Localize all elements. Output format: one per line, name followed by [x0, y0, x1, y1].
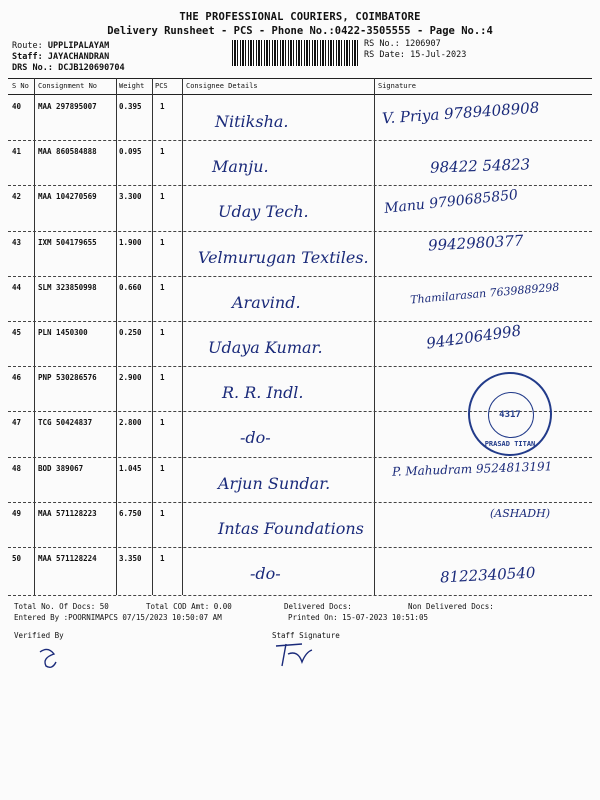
total-docs: Total No. Of Docs: 50 — [14, 602, 109, 611]
row-consignee: Velmurugan Textiles. — [198, 248, 369, 267]
row-pcs: 1 — [160, 554, 165, 563]
row-pcs: 1 — [160, 102, 165, 111]
table-top-border — [8, 78, 592, 79]
row-pcs: 1 — [160, 147, 165, 156]
row-weight: 2.800 — [119, 418, 142, 427]
company-title: THE PROFESSIONAL COURIERS, COIMBATORE — [179, 11, 421, 23]
row-sno: 48 — [12, 464, 22, 473]
row-signature: Thamilarasan 7639889298 — [409, 280, 560, 307]
rs-no-field: RS No.: 1206907 — [364, 39, 441, 49]
row-weight: 0.660 — [119, 283, 142, 292]
col-header-consignee: Consignee Details — [186, 82, 258, 90]
row-sno: 47 — [12, 418, 22, 427]
row-weight: 6.750 — [119, 509, 142, 518]
row-signature: 9442064998 — [425, 321, 523, 353]
staff-signature-mark — [272, 640, 316, 670]
staff-field: Staff: JAYACHANDRAN — [12, 52, 110, 62]
row-sno: 44 — [12, 283, 22, 292]
row-pcs: 1 — [160, 509, 165, 518]
row-pcs: 1 — [160, 192, 165, 201]
row-signature: Manu 9790685850 — [383, 187, 519, 217]
row-weight: 1.045 — [119, 464, 142, 473]
col-header-weight: Weight — [119, 82, 145, 90]
row-signature: 9942980377 — [427, 231, 524, 255]
row-divider — [8, 457, 592, 458]
verified-by-label: Verified By — [14, 631, 64, 640]
row-divider — [8, 185, 592, 186]
row-consignment-no: MAA 571128223 — [38, 509, 97, 518]
row-sno: 41 — [12, 147, 22, 156]
col-header-pcs: PCS — [155, 82, 168, 90]
row-consignment-no: TCG 50424837 — [38, 418, 93, 427]
row-divider — [8, 547, 592, 548]
row-consignment-no: PLN 1450300 — [38, 328, 88, 337]
row-sno: 46 — [12, 373, 22, 382]
runsheet-subtitle: Delivery Runsheet - PCS - Phone No.:0422-3505555 - Page No.:4 — [107, 25, 493, 37]
col-header-signature: Signature — [378, 82, 416, 90]
row-consignment-no: MAA 571128224 — [38, 554, 97, 563]
route-field: Route: UPPLIPALAYAM — [12, 41, 110, 51]
row-signature: V. Priya 9789408908 — [381, 98, 540, 128]
col-header-sno: S No — [12, 82, 29, 90]
row-consignee: Uday Tech. — [218, 202, 309, 221]
row-consignee: -do- — [250, 564, 281, 583]
row-consignee: R. R. Indl. — [222, 383, 304, 402]
row-divider — [8, 140, 592, 141]
row-consignee: Intas Foundations — [218, 519, 364, 538]
rs-date-field: RS Date: 15-Jul-2023 — [364, 50, 467, 60]
row-consignee: Manju. — [212, 157, 269, 176]
row-divider — [8, 502, 592, 503]
col-divider — [182, 78, 183, 595]
delivered-docs: Delivered Docs: — [284, 602, 352, 611]
row-consignment-no: SLM 323850998 — [38, 283, 97, 292]
row-divider — [8, 366, 592, 367]
staff-signature-label: Staff Signature — [272, 631, 340, 640]
total-cod: Total COD Amt: 0.00 — [146, 602, 232, 611]
row-consignee: Arjun Sundar. — [218, 474, 331, 493]
row-signature: 8122340540 — [439, 563, 536, 587]
row-weight: 1.900 — [119, 238, 142, 247]
stamp-number: 4317 — [499, 410, 521, 420]
company-stamp — [468, 372, 552, 456]
row-signature: (ASHADH) — [490, 507, 551, 520]
drs-field: DRS No.: DCJB120690704 — [12, 63, 125, 73]
row-weight: 0.250 — [119, 328, 142, 337]
row-consignment-no: MAA 297895007 — [38, 102, 97, 111]
row-weight: 3.350 — [119, 554, 142, 563]
row-consignment-no: MAA 860584888 — [38, 147, 97, 156]
row-weight: 3.300 — [119, 192, 142, 201]
row-consignee: Udaya Kumar. — [208, 338, 323, 357]
barcode-image — [232, 40, 360, 66]
row-sno: 42 — [12, 192, 22, 201]
row-pcs: 1 — [160, 238, 165, 247]
row-consignment-no: PNP 530286576 — [38, 373, 97, 382]
row-pcs: 1 — [160, 418, 165, 427]
row-sno: 50 — [12, 554, 22, 563]
row-sno: 45 — [12, 328, 22, 337]
row-weight: 0.395 — [119, 102, 142, 111]
row-signature: P. Mahudram 9524813191 — [391, 459, 553, 479]
row-sno: 40 — [12, 102, 22, 111]
row-divider — [8, 321, 592, 322]
row-sno: 49 — [12, 509, 22, 518]
row-signature: 98422 54823 — [429, 155, 531, 177]
col-divider — [374, 78, 375, 595]
stamp-text: PRASAD TITAN — [484, 440, 536, 448]
col-divider — [152, 78, 153, 595]
table-bottom-border — [8, 595, 592, 596]
row-weight: 0.095 — [119, 147, 142, 156]
row-consignment-no: BOD 389067 — [38, 464, 84, 473]
row-consignee: -do- — [240, 428, 271, 447]
row-consignee: Aravind. — [232, 293, 301, 312]
row-sno: 43 — [12, 238, 22, 247]
row-divider — [8, 276, 592, 277]
row-consignee: Nitiksha. — [215, 112, 289, 131]
row-consignment-no: MAA 104270569 — [38, 192, 97, 201]
col-divider — [116, 78, 117, 595]
col-header-consignment: Consignment No — [38, 82, 98, 90]
col-divider — [34, 78, 35, 595]
non-delivered-docs: Non Delivered Docs: — [408, 602, 494, 611]
row-pcs: 1 — [160, 283, 165, 292]
verified-signature-mark — [34, 644, 64, 674]
entered-by: Entered By :POORNIMAPCS 07/15/2023 10:50:07 AM — [14, 613, 222, 622]
row-pcs: 1 — [160, 328, 165, 337]
table-header-border — [8, 94, 592, 95]
row-weight: 2.900 — [119, 373, 142, 382]
row-pcs: 1 — [160, 373, 165, 382]
row-consignment-no: IXM 504179655 — [38, 238, 97, 247]
printed-on: Printed On: 15-07-2023 10:51:05 — [288, 613, 428, 622]
row-pcs: 1 — [160, 464, 165, 473]
